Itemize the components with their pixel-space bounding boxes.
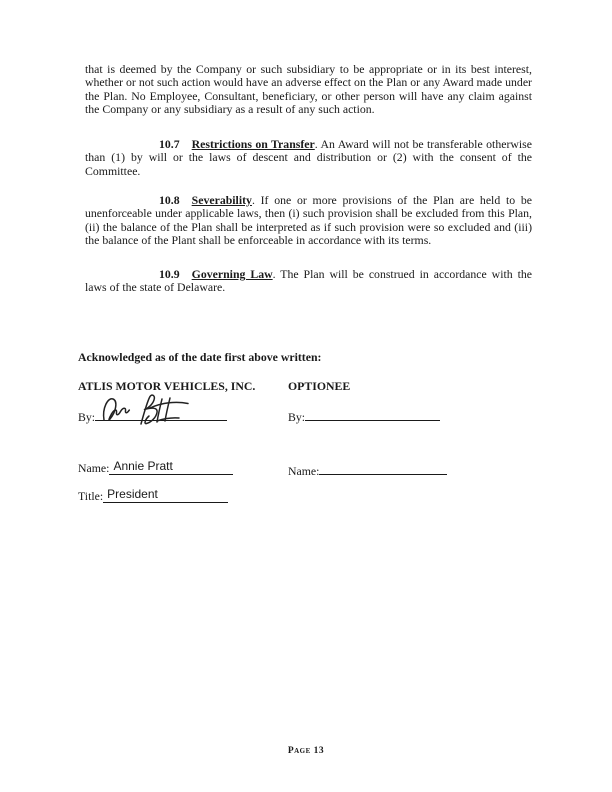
intro-paragraph: that is deemed by the Company or such subsidiary to be appropriate or in its best interest, whether or not such action would have an adverse effect on the Plan or any Award made under the Plan. No Employee, Consultant, beneficiary, or other person will have any claim against the Company or any subsidiary as a result of any such action. bbox=[85, 62, 532, 116]
company-title-line bbox=[103, 489, 228, 503]
company-name-line bbox=[109, 461, 233, 475]
section-heading: Restrictions on Transfer bbox=[191, 137, 315, 151]
by-label: By: bbox=[288, 410, 306, 424]
name-label: Name: bbox=[288, 464, 320, 478]
section-number: 10.9 bbox=[159, 267, 180, 281]
section-number: 10.7 bbox=[159, 137, 180, 151]
section-heading: Governing Law bbox=[191, 267, 273, 281]
section-number: 10.8 bbox=[159, 193, 180, 207]
section-10-8 bbox=[85, 194, 532, 247]
acknowledgment-line: Acknowledged as of the date first above written: bbox=[78, 350, 322, 364]
handwritten-signature bbox=[98, 394, 193, 426]
section-heading: Severability bbox=[191, 193, 252, 207]
company-name-value: Annie Pratt bbox=[113, 459, 173, 473]
section-body: . An Award will not be transferable otherwise than (1) by will or the laws of descent and distribution or (2) with the consent of the Committee. bbox=[85, 137, 533, 178]
optionee-name-row bbox=[288, 461, 447, 479]
name-label: Name: bbox=[78, 461, 110, 475]
by-label: By: bbox=[78, 410, 96, 424]
page-number-footer: Page 13 bbox=[287, 746, 325, 756]
company-name-row bbox=[78, 461, 233, 476]
company-title-value: President bbox=[107, 487, 158, 501]
section-body: . The Plan will be construed in accordance with the laws of the state of Delaware. bbox=[85, 267, 532, 295]
section-body: . If one or more provisions of the Plan are held to be unenforceable under applicable laws, then (i) such provision shall be excluded from this Plan, (ii) the balance of the Plan shall be interpreted as if such provision were so excluded and (iii) the balance of the Plant shall be enforceable in accordance with its terms. bbox=[85, 193, 532, 247]
optionee-name-line bbox=[319, 461, 447, 475]
party-name-company: ATLIS MOTOR VEHICLES, INC. bbox=[78, 379, 256, 393]
optionee-by-signature-line bbox=[305, 407, 440, 421]
section-10-7 bbox=[85, 138, 532, 178]
title-label: Title: bbox=[78, 489, 104, 503]
party-name-optionee: OPTIONEE bbox=[288, 379, 351, 393]
company-title-row bbox=[78, 489, 228, 504]
optionee-by-row bbox=[288, 407, 440, 425]
section-10-9 bbox=[85, 268, 532, 295]
